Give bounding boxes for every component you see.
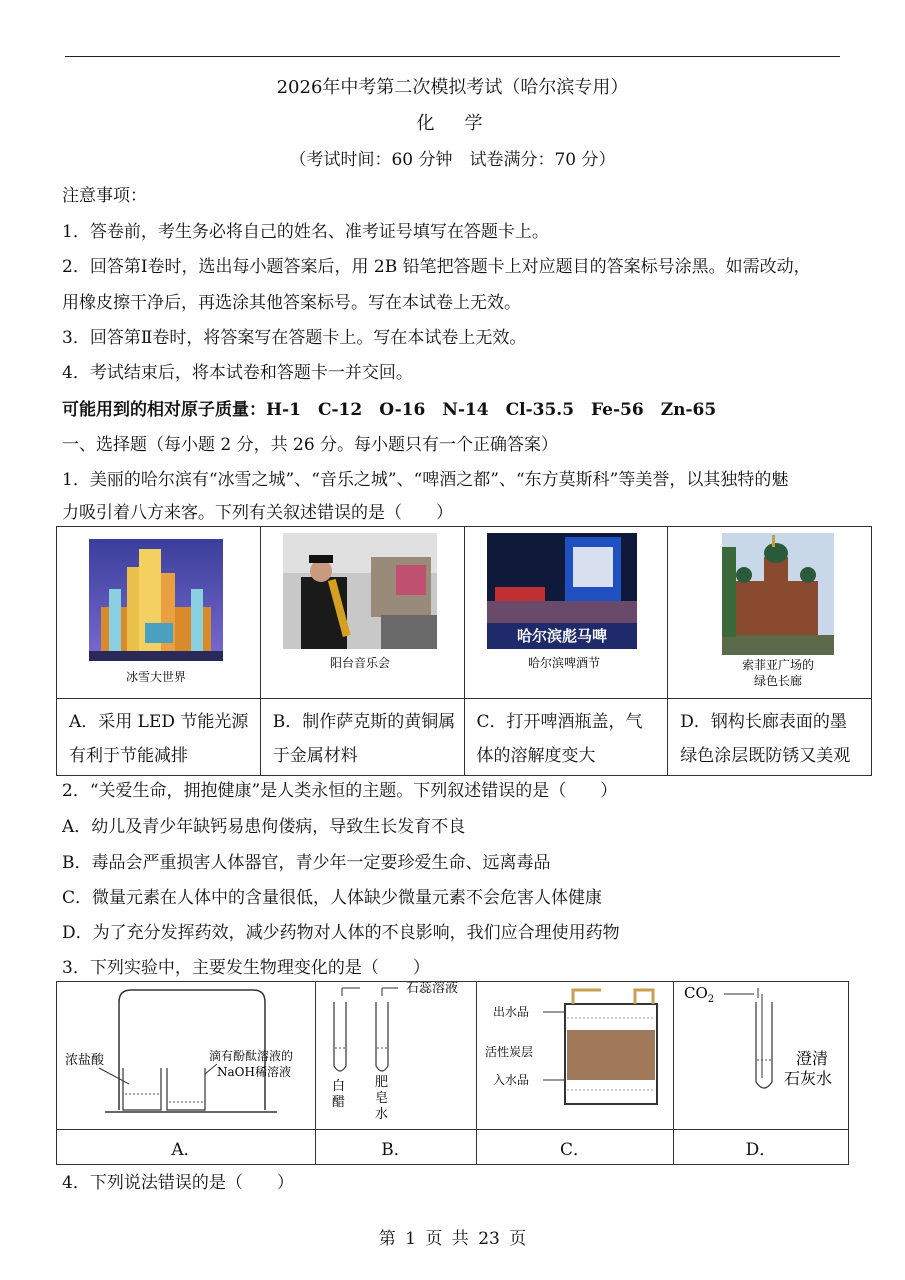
q3-label-a: A． <box>57 1130 316 1165</box>
q3d-label2: 石灰水 <box>784 1069 833 1088</box>
notice-heading: 注意事项： <box>62 186 147 206</box>
q1-option-a: A．采用 LED 节能光源有利于节能减排 <box>57 699 261 776</box>
notice-item: 2．回答第Ⅰ卷时，选出每小题答案后，用 2B 铅笔把答题卡上对应题目的答案标号涂黑。如需改动， <box>62 257 811 277</box>
q1-caption-a: 冰雪大世界 <box>125 670 187 684</box>
notice-item: 1．答卷前，考生务必将自己的姓名、准考证号填写在答题卡上。 <box>62 222 549 242</box>
q3a-label-right2: NaOH稀溶液 <box>217 1065 291 1079</box>
q2-option-d: D．为了充分发挥药效，减少药物对人体的不良影响，我们应合理使用药物 <box>62 923 620 943</box>
q3d-label1: 澄清 <box>796 1049 829 1068</box>
q1-caption-c: 哈尔滨啤酒节 <box>527 656 600 670</box>
q2-option-b: B．毒品会严重损害人体器官，青少年一定要珍爱生命、远离毒品 <box>62 853 551 873</box>
q3c-label-carbon: 活性炭层 <box>485 1045 534 1059</box>
q1-image-cell-c <box>464 527 668 699</box>
q2-stem: 2．“关爱生命，拥抱健康”是人类永恒的主题。下列叙述错误的是（ ） <box>62 781 618 801</box>
q3c-label-in: 入水品 <box>493 1073 530 1087</box>
page-footer: 第 1 页 共 23 页 <box>378 1229 527 1249</box>
q3b-label-right2: 皂 <box>375 1091 389 1106</box>
q1-stem: 力吸引着八方来客。下列有关叙述错误的是（ ） <box>62 503 453 523</box>
notice-item: 用橡皮擦干净后，再选涂其他答案标号。写在本试卷上无效。 <box>62 293 521 313</box>
beer-festival-photo <box>465 527 663 693</box>
banner-text: 哈尔滨彪马啤 <box>516 627 607 645</box>
q3c-label-out: 出水品 <box>493 1005 530 1019</box>
q3a-label-left: 浓盐酸 <box>65 1053 105 1068</box>
saxophone-photo <box>261 527 459 693</box>
notice-item: 4．考试结束后，将本试卷和答题卡一并交回。 <box>62 363 413 383</box>
q4-stem: 4．下列说法错误的是（ ） <box>62 1173 294 1193</box>
q1-image-cell-a <box>57 527 261 699</box>
q2-option-c: C．微量元素在人体中的含量很低，人体缺少微量元素不会危害人体健康 <box>62 888 603 908</box>
q3d-gas <box>684 984 714 1005</box>
bell-jar-diagram <box>57 982 315 1124</box>
q3d-gas-subscript: 2 <box>707 994 715 1005</box>
test-tubes-diagram <box>316 982 476 1124</box>
q3b-label-right1: 肥 <box>375 1075 389 1090</box>
q1-option-c: C．打开啤酒瓶盖，气体的溶解度变大 <box>464 699 668 776</box>
q1-table <box>56 526 872 776</box>
q2-option-a: A．幼儿及青少年缺钙易患佝偻病，导致生长发育不良 <box>62 817 466 837</box>
sofia-square-photo <box>668 527 888 693</box>
q3-stem: 3．下列实验中，主要发生物理变化的是（ ） <box>62 958 430 978</box>
q3-figure-c <box>477 982 674 1130</box>
exam-title: 2026年中考第二次模拟考试（哈尔滨专用） <box>276 77 629 98</box>
limewater-diagram <box>674 982 852 1124</box>
ice-world-photo <box>57 527 255 693</box>
q3-figure-a <box>57 982 316 1130</box>
exam-meta: （考试时间：60 分钟 试卷满分：70 分） <box>289 150 616 170</box>
water-filter-diagram <box>477 982 673 1124</box>
atomic-masses: 可能用到的相对原子质量：H-1 C-12 O-16 N-14 Cl-35.5 Fe-56 Zn-65 <box>62 400 717 420</box>
q1-image-cell-d <box>668 527 872 699</box>
q3a-label-right1: 滴有酚酞溶液的 <box>209 1049 294 1063</box>
subject-title: 化 学 <box>416 113 489 134</box>
q3-figure-d <box>674 982 849 1130</box>
q1-option-b: B．制作萨克斯的黄铜属于金属材料 <box>260 699 464 776</box>
notice-item: 3．回答第Ⅱ卷时，将答案写在答题卡上。写在本试卷上无效。 <box>62 328 527 348</box>
q3b-label-top: 石蕊溶液 <box>406 982 459 996</box>
q3-label-c: C． <box>477 1130 674 1165</box>
q1-caption-d1: 索菲亚广场的 <box>742 658 815 672</box>
q3b-label-right3: 水 <box>375 1107 389 1122</box>
section-heading: 一、选择题（每小题 2 分，共 26 分。每小题只有一个正确答案） <box>62 435 559 455</box>
q1-stem: 1．美丽的哈尔滨有“冰雪之城”、“音乐之城”、“啤酒之都”、“东方莫斯科”等美誉，以其独特的魅 <box>62 470 789 490</box>
q1-image-cell-b <box>260 527 464 699</box>
q3d-gas-formula: CO <box>684 984 708 1002</box>
q3-label-b: B． <box>316 1130 477 1165</box>
q3-table <box>56 981 849 1165</box>
q3-figure-b <box>316 982 477 1130</box>
top-rule <box>65 56 840 57</box>
q3b-label-left2: 醋 <box>332 1095 346 1110</box>
q1-caption-d2: 绿色长廊 <box>754 674 803 688</box>
q3b-label-left1: 白 <box>332 1079 346 1094</box>
q1-option-d: D．钢构长廊表面的墨绿色涂层既防锈又美观 <box>668 699 872 776</box>
q3-label-d: D． <box>674 1130 849 1165</box>
q1-caption-b: 阳台音乐会 <box>329 656 390 670</box>
